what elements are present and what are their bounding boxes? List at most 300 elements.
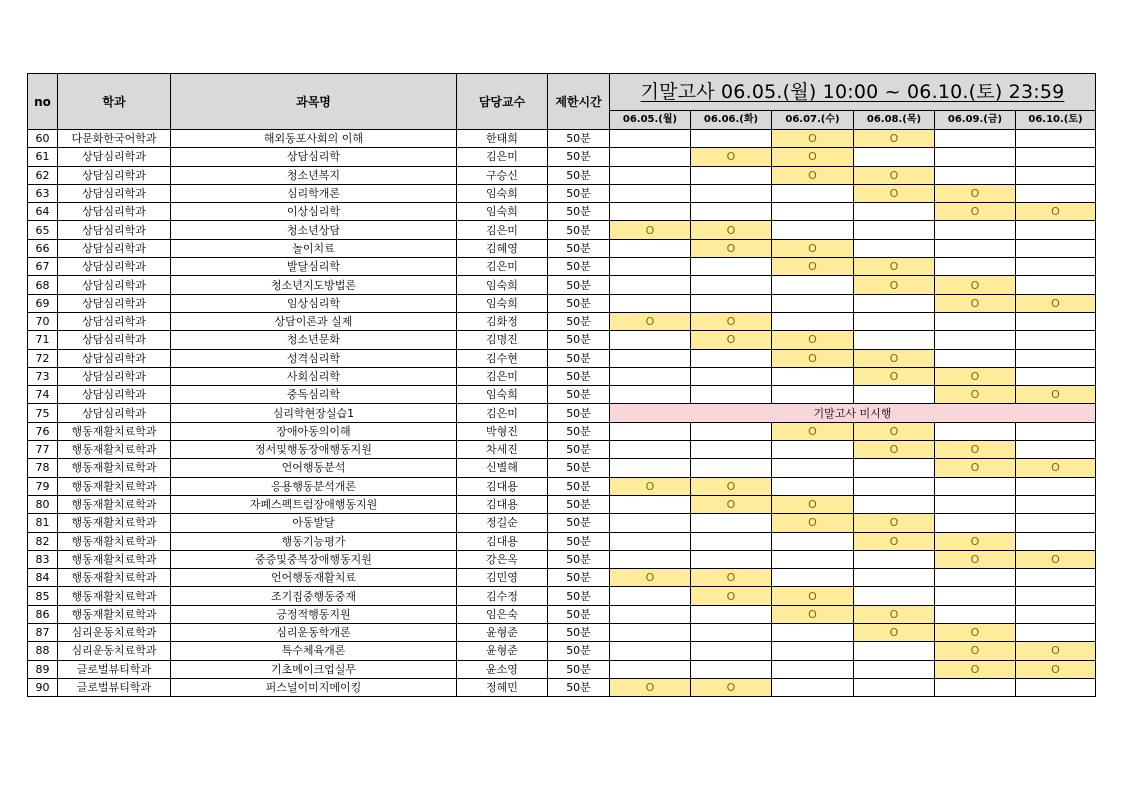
exam-day-mark: O <box>772 239 854 257</box>
exam-day-empty <box>854 477 935 495</box>
exam-day-mark: O <box>854 441 935 459</box>
row-professor: 구승신 <box>457 166 548 184</box>
exam-day-mark: O <box>935 386 1016 404</box>
exam-day-mark: O <box>610 569 691 587</box>
row-dept: 행동재활치료학과 <box>58 495 171 513</box>
row-time-limit: 50분 <box>548 459 610 477</box>
row-dept: 상담심리학과 <box>58 312 171 330</box>
exam-day-empty <box>854 495 935 513</box>
row-professor: 정혜민 <box>457 678 548 696</box>
row-course: 청소년복지 <box>171 166 457 184</box>
table-row <box>28 148 1096 166</box>
row-time-limit: 50분 <box>548 331 610 349</box>
exam-day-empty <box>854 587 935 605</box>
exam-day-empty <box>691 514 772 532</box>
exam-day-empty <box>1016 569 1096 587</box>
exam-day-empty <box>772 203 854 221</box>
table-row <box>28 239 1096 257</box>
exam-day-empty <box>691 386 772 404</box>
row-dept: 행동재활치료학과 <box>58 569 171 587</box>
row-course: 해외동포사회의 이해 <box>171 130 457 148</box>
row-no: 66 <box>28 239 58 257</box>
exam-day-mark: O <box>772 422 854 440</box>
row-dept: 심리운동치료학과 <box>58 642 171 660</box>
row-professor: 김대용 <box>457 477 548 495</box>
exam-day-empty <box>610 532 691 550</box>
table-row <box>28 495 1096 513</box>
row-course: 성격심리학 <box>171 349 457 367</box>
exam-day-empty <box>772 660 854 678</box>
exam-day-empty <box>691 294 772 312</box>
row-course: 언어행동분석 <box>171 459 457 477</box>
row-professor: 김대용 <box>457 532 548 550</box>
row-professor: 임숙희 <box>457 276 548 294</box>
row-course: 심리학현장실습1 <box>171 404 457 422</box>
exam-day-mark: O <box>854 130 935 148</box>
exam-day-empty <box>935 514 1016 532</box>
table-row <box>28 569 1096 587</box>
exam-day-empty <box>772 386 854 404</box>
exam-day-empty <box>610 514 691 532</box>
row-professor: 김대용 <box>457 495 548 513</box>
exam-day-empty <box>935 258 1016 276</box>
row-professor: 임숙희 <box>457 294 548 312</box>
row-no: 63 <box>28 184 58 202</box>
exam-day-empty <box>1016 239 1096 257</box>
table-row <box>28 349 1096 367</box>
exam-day-mark: O <box>854 605 935 623</box>
exam-day-mark: O <box>691 239 772 257</box>
exam-day-mark: O <box>854 349 935 367</box>
exam-day-empty <box>854 459 935 477</box>
row-no: 73 <box>28 367 58 385</box>
header-date: 06.09.(금) <box>935 111 1016 130</box>
exam-day-empty <box>772 312 854 330</box>
exam-day-mark: O <box>772 258 854 276</box>
row-time-limit: 50분 <box>548 678 610 696</box>
row-professor: 임숙희 <box>457 203 548 221</box>
table-row <box>28 331 1096 349</box>
exam-day-empty <box>772 221 854 239</box>
row-course: 심리학개론 <box>171 184 457 202</box>
exam-day-mark: O <box>772 605 854 623</box>
header-date: 06.05.(월) <box>610 111 691 130</box>
table-row <box>28 642 1096 660</box>
exam-day-empty <box>610 624 691 642</box>
row-time-limit: 50분 <box>548 367 610 385</box>
exam-day-mark: O <box>854 624 935 642</box>
row-professor: 김은미 <box>457 221 548 239</box>
table-row <box>28 514 1096 532</box>
row-dept: 상담심리학과 <box>58 386 171 404</box>
row-course: 임상심리학 <box>171 294 457 312</box>
row-time-limit: 50분 <box>548 148 610 166</box>
exam-day-empty <box>772 441 854 459</box>
exam-day-mark: O <box>1016 642 1096 660</box>
exam-day-empty <box>772 276 854 294</box>
row-dept: 상담심리학과 <box>58 184 171 202</box>
exam-day-mark: O <box>772 495 854 513</box>
exam-day-empty <box>854 386 935 404</box>
exam-day-empty <box>610 130 691 148</box>
row-no: 64 <box>28 203 58 221</box>
row-dept: 상담심리학과 <box>58 239 171 257</box>
exam-day-empty <box>691 184 772 202</box>
exam-day-empty <box>772 678 854 696</box>
exam-day-mark: O <box>1016 386 1096 404</box>
header-time-limit: 제한시간 <box>548 74 610 130</box>
table-row <box>28 477 1096 495</box>
exam-day-empty <box>610 184 691 202</box>
row-time-limit: 50분 <box>548 422 610 440</box>
row-dept: 행동재활치료학과 <box>58 532 171 550</box>
header-course: 과목명 <box>171 74 457 130</box>
header-no: no <box>28 74 58 130</box>
exam-day-empty <box>610 441 691 459</box>
exam-day-empty <box>854 148 935 166</box>
row-professor: 김은미 <box>457 258 548 276</box>
row-time-limit: 50분 <box>548 349 610 367</box>
row-no: 80 <box>28 495 58 513</box>
row-time-limit: 50분 <box>548 550 610 568</box>
row-time-limit: 50분 <box>548 532 610 550</box>
exam-day-empty <box>1016 587 1096 605</box>
exam-day-empty <box>854 550 935 568</box>
row-dept: 행동재활치료학과 <box>58 514 171 532</box>
exam-day-empty <box>610 203 691 221</box>
row-time-limit: 50분 <box>548 130 610 148</box>
header-professor: 담당교수 <box>457 74 548 130</box>
table-row <box>28 203 1096 221</box>
row-dept: 상담심리학과 <box>58 349 171 367</box>
row-no: 70 <box>28 312 58 330</box>
row-course: 아동발달 <box>171 514 457 532</box>
row-professor: 김명진 <box>457 331 548 349</box>
row-time-limit: 50분 <box>548 569 610 587</box>
exam-day-mark: O <box>772 130 854 148</box>
header-date: 06.08.(목) <box>854 111 935 130</box>
exam-day-empty <box>610 258 691 276</box>
exam-day-mark: O <box>691 221 772 239</box>
exam-day-mark: O <box>691 678 772 696</box>
row-no: 90 <box>28 678 58 696</box>
row-no: 79 <box>28 477 58 495</box>
table-row <box>28 678 1096 696</box>
row-dept: 행동재활치료학과 <box>58 587 171 605</box>
exam-day-mark: O <box>772 331 854 349</box>
exam-day-mark: O <box>935 624 1016 642</box>
exam-day-mark: O <box>1016 660 1096 678</box>
exam-day-empty <box>1016 477 1096 495</box>
exam-day-empty <box>935 422 1016 440</box>
exam-day-empty <box>691 166 772 184</box>
row-dept: 상담심리학과 <box>58 404 171 422</box>
row-dept: 심리운동치료학과 <box>58 624 171 642</box>
table-row <box>28 221 1096 239</box>
row-course: 청소년지도방법론 <box>171 276 457 294</box>
exam-day-empty <box>1016 532 1096 550</box>
exam-day-mark: O <box>935 459 1016 477</box>
exam-day-mark: O <box>772 587 854 605</box>
row-course: 자폐스펙트럼장애행동지원 <box>171 495 457 513</box>
row-dept: 상담심리학과 <box>58 148 171 166</box>
table-row <box>28 550 1096 568</box>
row-professor: 박형진 <box>457 422 548 440</box>
exam-day-mark: O <box>854 514 935 532</box>
row-time-limit: 50분 <box>548 441 610 459</box>
row-time-limit: 50분 <box>548 624 610 642</box>
exam-day-mark: O <box>854 422 935 440</box>
exam-day-empty <box>1016 258 1096 276</box>
row-course: 중증및중복장애행동지원 <box>171 550 457 568</box>
row-dept: 상담심리학과 <box>58 203 171 221</box>
exam-day-empty <box>1016 367 1096 385</box>
exam-day-mark: O <box>772 349 854 367</box>
table-row <box>28 404 1096 422</box>
exam-day-mark: O <box>1016 459 1096 477</box>
exam-day-mark: O <box>772 166 854 184</box>
row-course: 퍼스널이미지메이킹 <box>171 678 457 696</box>
table-row <box>28 605 1096 623</box>
exam-day-mark: O <box>935 203 1016 221</box>
exam-day-empty <box>610 550 691 568</box>
table-row <box>28 624 1096 642</box>
row-course: 중독심리학 <box>171 386 457 404</box>
table-header <box>28 74 1096 130</box>
row-no: 65 <box>28 221 58 239</box>
exam-day-empty <box>854 678 935 696</box>
header-date: 06.06.(화) <box>691 111 772 130</box>
row-course: 놀이치료 <box>171 239 457 257</box>
table-row <box>28 130 1096 148</box>
row-dept: 행동재활치료학과 <box>58 550 171 568</box>
row-time-limit: 50분 <box>548 642 610 660</box>
exam-day-mark: O <box>691 587 772 605</box>
exam-day-empty <box>935 587 1016 605</box>
row-professor: 임숙희 <box>457 386 548 404</box>
row-course: 응용행동분석개론 <box>171 477 457 495</box>
row-no: 62 <box>28 166 58 184</box>
row-time-limit: 50분 <box>548 294 610 312</box>
row-no: 69 <box>28 294 58 312</box>
row-course: 사회심리학 <box>171 367 457 385</box>
row-professor: 윤형준 <box>457 642 548 660</box>
table-row <box>28 276 1096 294</box>
row-professor: 강은옥 <box>457 550 548 568</box>
exam-day-empty <box>935 477 1016 495</box>
row-course: 발달심리학 <box>171 258 457 276</box>
exam-day-empty <box>935 166 1016 184</box>
row-professor: 임숙희 <box>457 184 548 202</box>
row-no: 76 <box>28 422 58 440</box>
row-professor: 정길순 <box>457 514 548 532</box>
exam-day-empty <box>854 660 935 678</box>
exam-day-empty <box>1016 422 1096 440</box>
row-professor: 김수현 <box>457 349 548 367</box>
row-no: 86 <box>28 605 58 623</box>
table-row <box>28 532 1096 550</box>
exam-day-empty <box>610 349 691 367</box>
row-professor: 김은미 <box>457 367 548 385</box>
exam-day-empty <box>772 184 854 202</box>
row-course: 기초메이크업실무 <box>171 660 457 678</box>
exam-day-empty <box>610 331 691 349</box>
exam-day-empty <box>691 532 772 550</box>
exam-day-mark: O <box>854 166 935 184</box>
row-dept: 다문화한국어학과 <box>58 130 171 148</box>
exam-day-empty <box>691 422 772 440</box>
exam-day-empty <box>854 642 935 660</box>
table-row <box>28 459 1096 477</box>
exam-day-empty <box>1016 221 1096 239</box>
row-course: 장애아동의이해 <box>171 422 457 440</box>
exam-day-empty <box>1016 349 1096 367</box>
row-dept: 상담심리학과 <box>58 221 171 239</box>
exam-day-empty <box>1016 331 1096 349</box>
exam-day-empty <box>1016 312 1096 330</box>
exam-day-empty <box>935 312 1016 330</box>
row-dept: 행동재활치료학과 <box>58 605 171 623</box>
exam-day-empty <box>610 495 691 513</box>
row-no: 84 <box>28 569 58 587</box>
row-no: 88 <box>28 642 58 660</box>
row-no: 72 <box>28 349 58 367</box>
exam-day-empty <box>854 294 935 312</box>
row-time-limit: 50분 <box>548 184 610 202</box>
exam-day-empty <box>610 642 691 660</box>
exam-day-empty <box>691 130 772 148</box>
exam-day-mark: O <box>772 514 854 532</box>
row-course: 심리운동학개론 <box>171 624 457 642</box>
row-course: 상담이론과 실제 <box>171 312 457 330</box>
row-no: 67 <box>28 258 58 276</box>
row-course: 언어행동재활치료 <box>171 569 457 587</box>
row-dept: 행동재활치료학과 <box>58 477 171 495</box>
table-row <box>28 441 1096 459</box>
exam-schedule-table <box>27 73 1096 697</box>
row-dept: 글로벌뷰티학과 <box>58 660 171 678</box>
table-row <box>28 258 1096 276</box>
exam-day-empty <box>610 276 691 294</box>
row-no: 75 <box>28 404 58 422</box>
exam-day-empty <box>854 221 935 239</box>
row-professor: 김은미 <box>457 148 548 166</box>
row-dept: 상담심리학과 <box>58 331 171 349</box>
row-no: 74 <box>28 386 58 404</box>
row-time-limit: 50분 <box>548 239 610 257</box>
exam-day-empty <box>691 550 772 568</box>
row-dept: 상담심리학과 <box>58 276 171 294</box>
exam-day-empty <box>772 624 854 642</box>
row-no: 81 <box>28 514 58 532</box>
exam-day-mark: O <box>691 331 772 349</box>
row-time-limit: 50분 <box>548 495 610 513</box>
row-no: 89 <box>28 660 58 678</box>
exam-day-empty <box>854 331 935 349</box>
exam-day-mark: O <box>935 660 1016 678</box>
exam-day-mark: O <box>935 550 1016 568</box>
row-professor: 김수정 <box>457 587 548 605</box>
row-time-limit: 50분 <box>548 166 610 184</box>
table-row <box>28 660 1096 678</box>
exam-day-mark: O <box>935 184 1016 202</box>
row-dept: 행동재활치료학과 <box>58 459 171 477</box>
exam-day-empty <box>854 312 935 330</box>
exam-day-empty <box>1016 130 1096 148</box>
exam-day-mark: O <box>691 312 772 330</box>
exam-day-empty <box>691 642 772 660</box>
exam-day-mark: O <box>935 642 1016 660</box>
exam-day-empty <box>854 203 935 221</box>
exam-day-empty <box>610 587 691 605</box>
exam-day-empty <box>610 239 691 257</box>
exam-day-empty <box>854 569 935 587</box>
row-dept: 행동재활치료학과 <box>58 441 171 459</box>
row-dept: 상담심리학과 <box>58 166 171 184</box>
exam-day-empty <box>935 331 1016 349</box>
row-time-limit: 50분 <box>548 386 610 404</box>
table-row <box>28 184 1096 202</box>
row-no: 71 <box>28 331 58 349</box>
header-dept: 학과 <box>58 74 171 130</box>
row-professor: 윤형준 <box>457 624 548 642</box>
exam-day-empty <box>772 459 854 477</box>
exam-day-empty <box>610 459 691 477</box>
exam-day-empty <box>935 130 1016 148</box>
table-row <box>28 386 1096 404</box>
row-professor: 임은숙 <box>457 605 548 623</box>
row-no: 85 <box>28 587 58 605</box>
row-professor: 윤소영 <box>457 660 548 678</box>
row-professor: 김민영 <box>457 569 548 587</box>
exam-day-empty <box>935 349 1016 367</box>
row-professor: 차세진 <box>457 441 548 459</box>
exam-day-empty <box>935 678 1016 696</box>
row-course: 상담심리학 <box>171 148 457 166</box>
row-no: 87 <box>28 624 58 642</box>
exam-day-empty <box>772 642 854 660</box>
table-row <box>28 367 1096 385</box>
exam-day-empty <box>935 221 1016 239</box>
row-no: 61 <box>28 148 58 166</box>
exam-period-title: 기말고사 06.05.(월) 10:00 ~ 06.10.(토) 23:59 <box>640 80 1065 103</box>
exam-day-empty <box>691 367 772 385</box>
exam-day-mark: O <box>1016 550 1096 568</box>
row-no: 82 <box>28 532 58 550</box>
exam-day-mark: O <box>691 569 772 587</box>
exam-day-mark: O <box>935 532 1016 550</box>
exam-day-mark: O <box>610 221 691 239</box>
exam-day-mark: O <box>854 276 935 294</box>
exam-day-empty <box>935 605 1016 623</box>
row-course: 행동기능평가 <box>171 532 457 550</box>
row-dept: 글로벌뷰티학과 <box>58 678 171 696</box>
row-exam-note: 기말고사 미시행 <box>610 404 1096 422</box>
exam-day-mark: O <box>1016 294 1096 312</box>
exam-day-empty <box>691 276 772 294</box>
row-professor: 김혜영 <box>457 239 548 257</box>
exam-day-empty <box>772 367 854 385</box>
exam-day-empty <box>772 550 854 568</box>
exam-day-mark: O <box>691 148 772 166</box>
header-date: 06.10.(토) <box>1016 111 1096 130</box>
row-time-limit: 50분 <box>548 404 610 422</box>
exam-day-mark: O <box>772 148 854 166</box>
exam-day-empty <box>854 239 935 257</box>
row-time-limit: 50분 <box>548 258 610 276</box>
exam-day-mark: O <box>610 678 691 696</box>
exam-day-empty <box>935 239 1016 257</box>
